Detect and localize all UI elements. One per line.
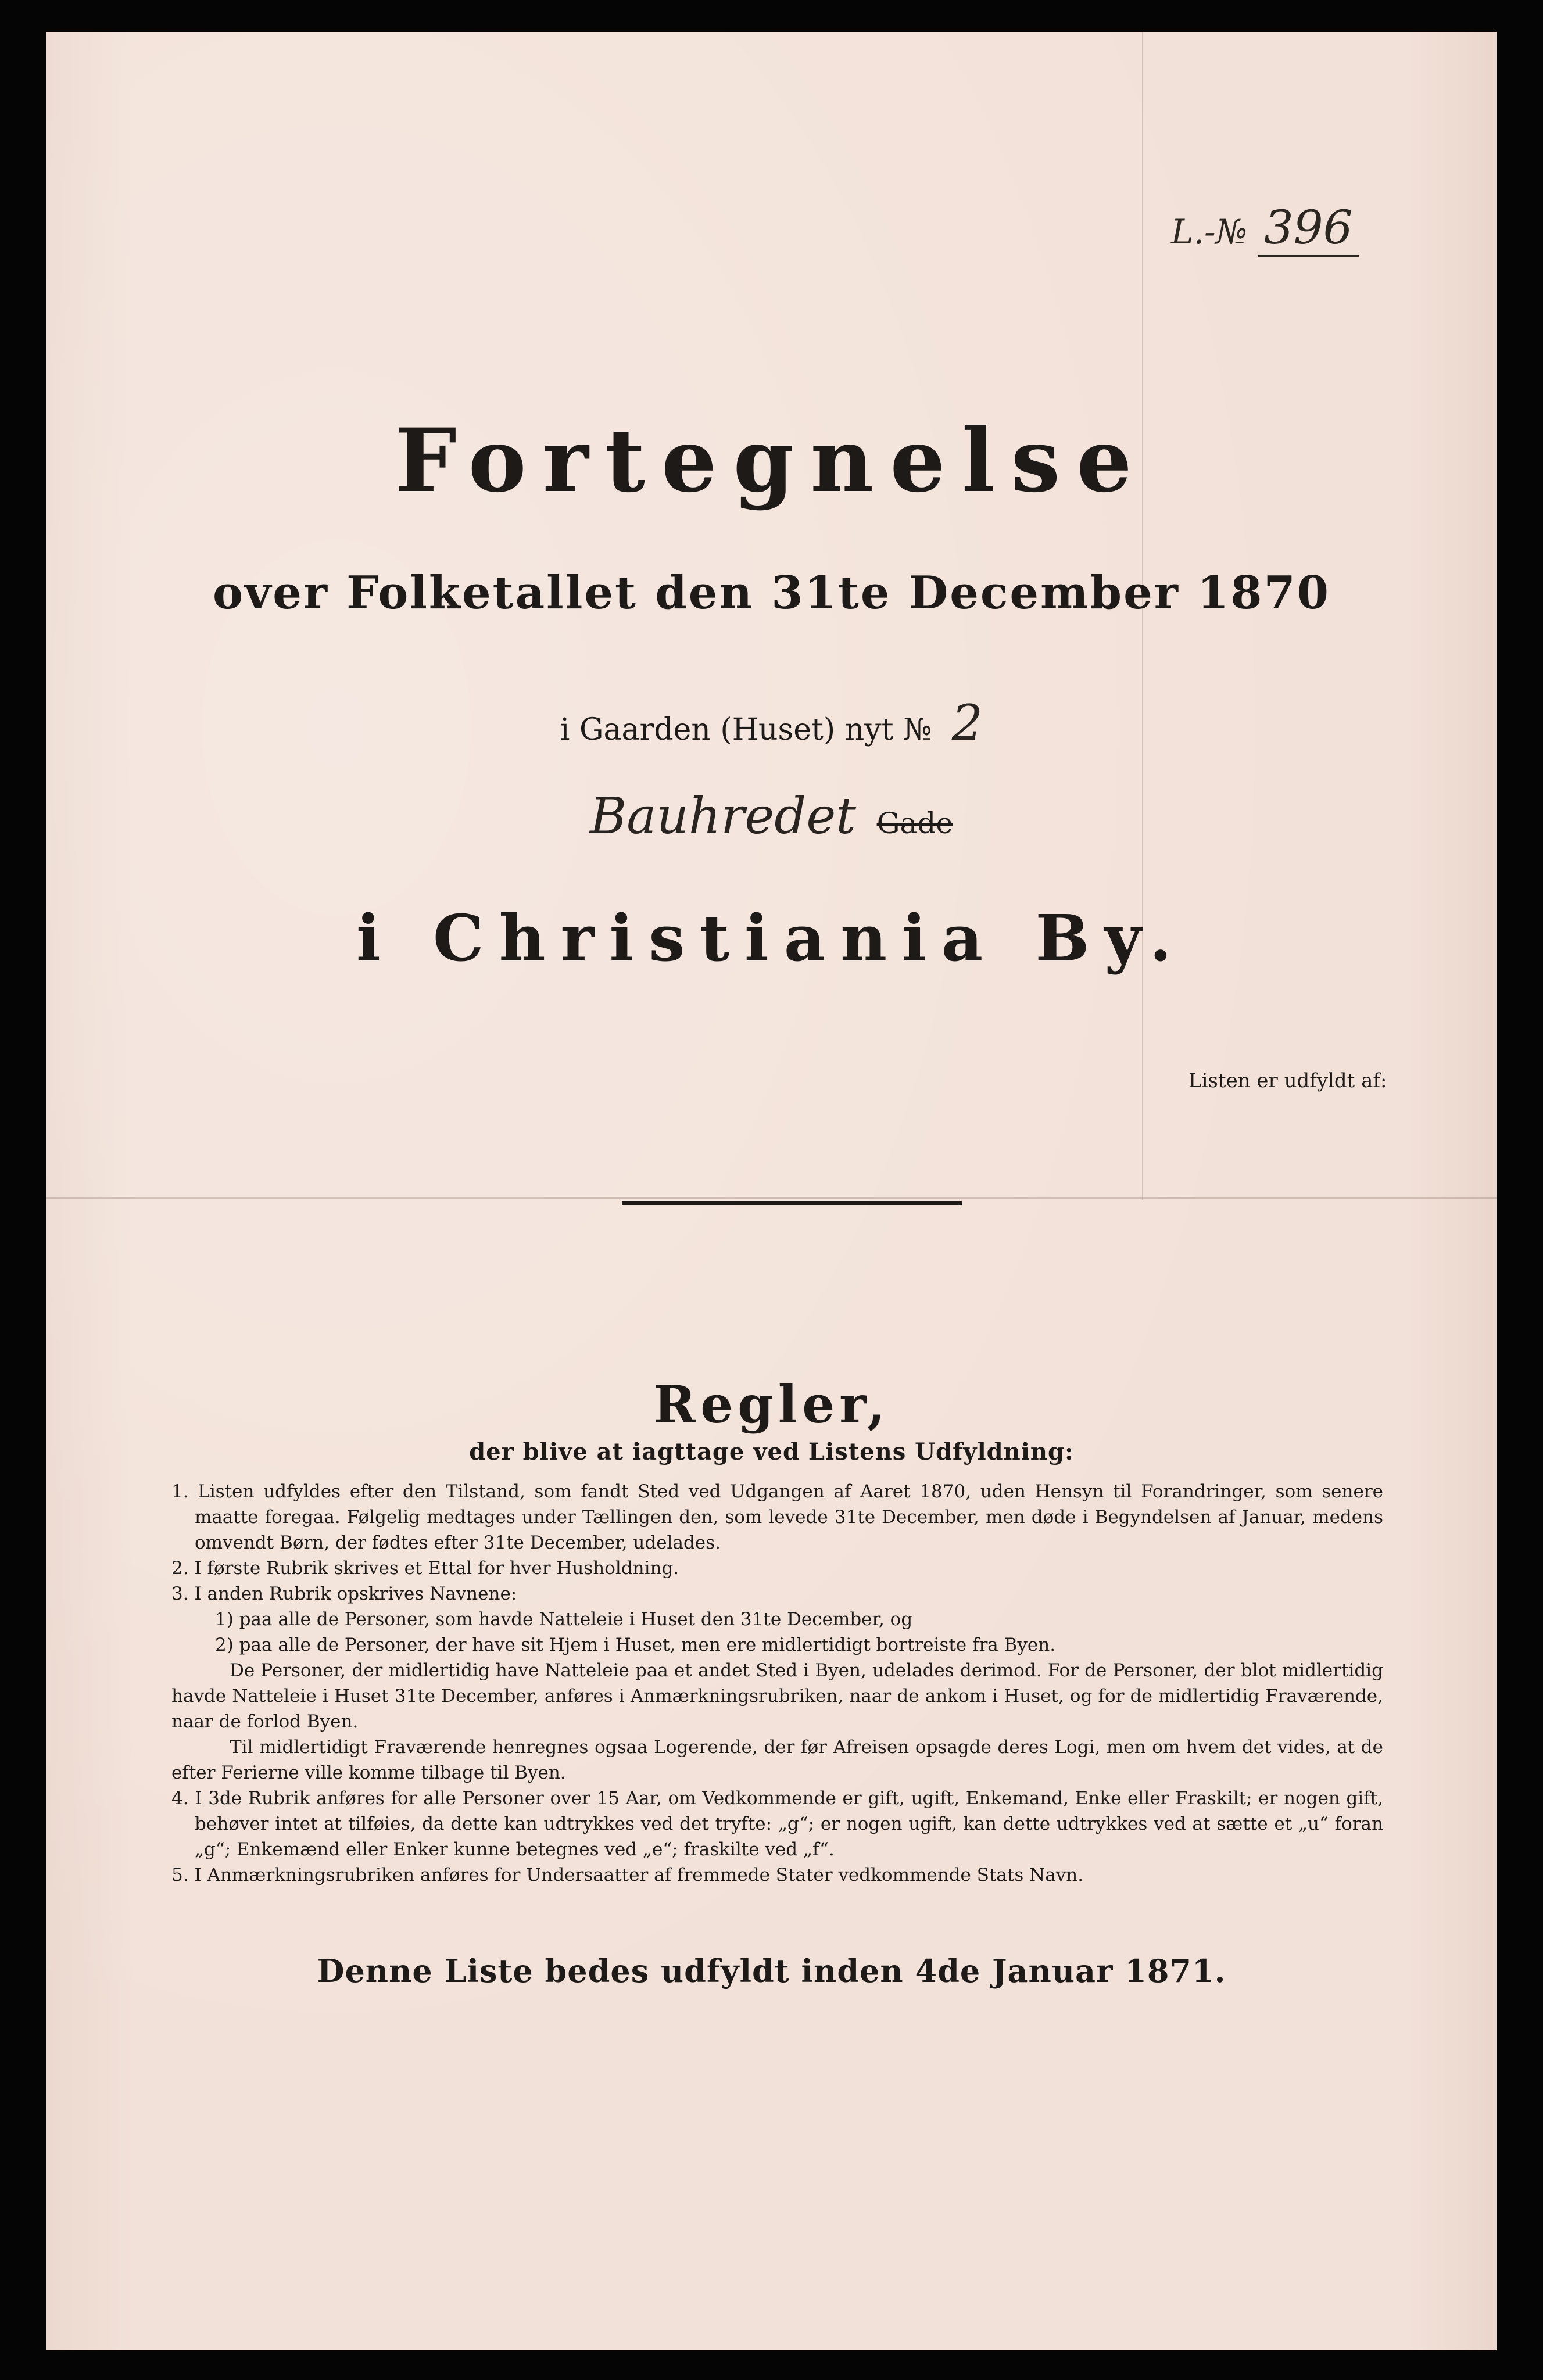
- house-number: 2: [951, 694, 983, 751]
- street-name-handwritten: Bauhredet: [590, 787, 856, 845]
- horizontal-fold-line: [46, 1197, 1497, 1199]
- rule-item: 2. I første Rubrik skrives et Ettal for hver Husholdning.: [171, 1558, 679, 1579]
- list-number-label: L.-№: [1171, 212, 1248, 252]
- rules-list: [171, 1479, 1383, 1888]
- document-title: Fortegnelse: [395, 410, 1148, 512]
- rule-item: 1. Listen udfyldes efter den Tilstand, som fandt Sted ved Udgangen af Aaret 1870, uden Hensyn til Forandringer, som senere maatte foregaa. Følgelig medtages under Tællingen den, som levede 31te December, men døde i Begyndelsen af Januar, medens omvendt Børn, der fødtes efter 31te December, udelades.: [171, 1481, 1383, 1553]
- rule-subitem: 2) paa alle de Personer, der have sit Hjem i Huset, men ere midlertidigt bortreiste fra Byen.: [215, 1635, 1056, 1655]
- rule-item: 4. I 3de Rubrik anføres for alle Personer over 15 Aar, om Vedkommende er gift, ugift, Enkemand, Enke eller Fraskilt; er nogen gift, behøver intet at tilføies, da dette kan udtrykkes ved det tryfte: „g“; er nogen ugift, kan dette udtrykkes ved at sætte et „u“ foran „g“; Enkemænd eller Enker kunne betegnes ved „e“; fraskilte ved „f“.: [171, 1788, 1383, 1860]
- street-line: [46, 787, 1497, 845]
- list-number: [1171, 200, 1359, 257]
- rule-paragraph: Til midlertidigt Fraværende henregnes ogsaa Logerende, der før Afreisen opsagde deres Logi, men om hvem det vides, at de efter Ferierne ville komme tilbage til Byen.: [171, 1737, 1383, 1783]
- street-printed-struck: Gade: [876, 807, 953, 840]
- rule-paragraph: De Personer, der midlertidig have Natteleie paa et andet Sted i Byen, udelades derimod. For de Personer, der blot midlertidig havde Natteleie i Huset 31te December, anføres i Anmærkningsrubriken, naar de ankom i Huset, og for de midlertidig Fraværende, naar de forlod Byen.: [171, 1660, 1383, 1732]
- city-line: i Christiania By.: [356, 901, 1187, 976]
- rules-title: Regler,: [653, 1374, 890, 1435]
- house-line: [46, 694, 1497, 751]
- census-form-sheet: [46, 32, 1497, 2350]
- rule-item: 5. I Anmærkningsrubriken anføres for Undersaatter af fremmede Stater vedkommende Stats Navn.: [171, 1865, 1084, 1886]
- rules-subtitle: der blive at iagttage ved Listens Udfyldning:: [469, 1438, 1074, 1465]
- filled-by-label: Listen er udfyldt af:: [1188, 1069, 1387, 1092]
- document-subtitle: over Folketallet den 31te December 1870: [212, 567, 1331, 619]
- rule-item: 3. I anden Rubrik opskrives Navnene:: [171, 1583, 517, 1604]
- separator-rule: [622, 1201, 962, 1205]
- deadline-note: Denne Liste bedes udfyldt inden 4de Januar 1871.: [317, 1952, 1226, 1990]
- list-number-value: 396: [1258, 200, 1359, 257]
- house-label: i Gaarden (Huset) nyt №: [560, 712, 932, 747]
- rule-subitem: 1) paa alle de Personer, som havde Natteleie i Huset den 31te December, og: [215, 1609, 913, 1630]
